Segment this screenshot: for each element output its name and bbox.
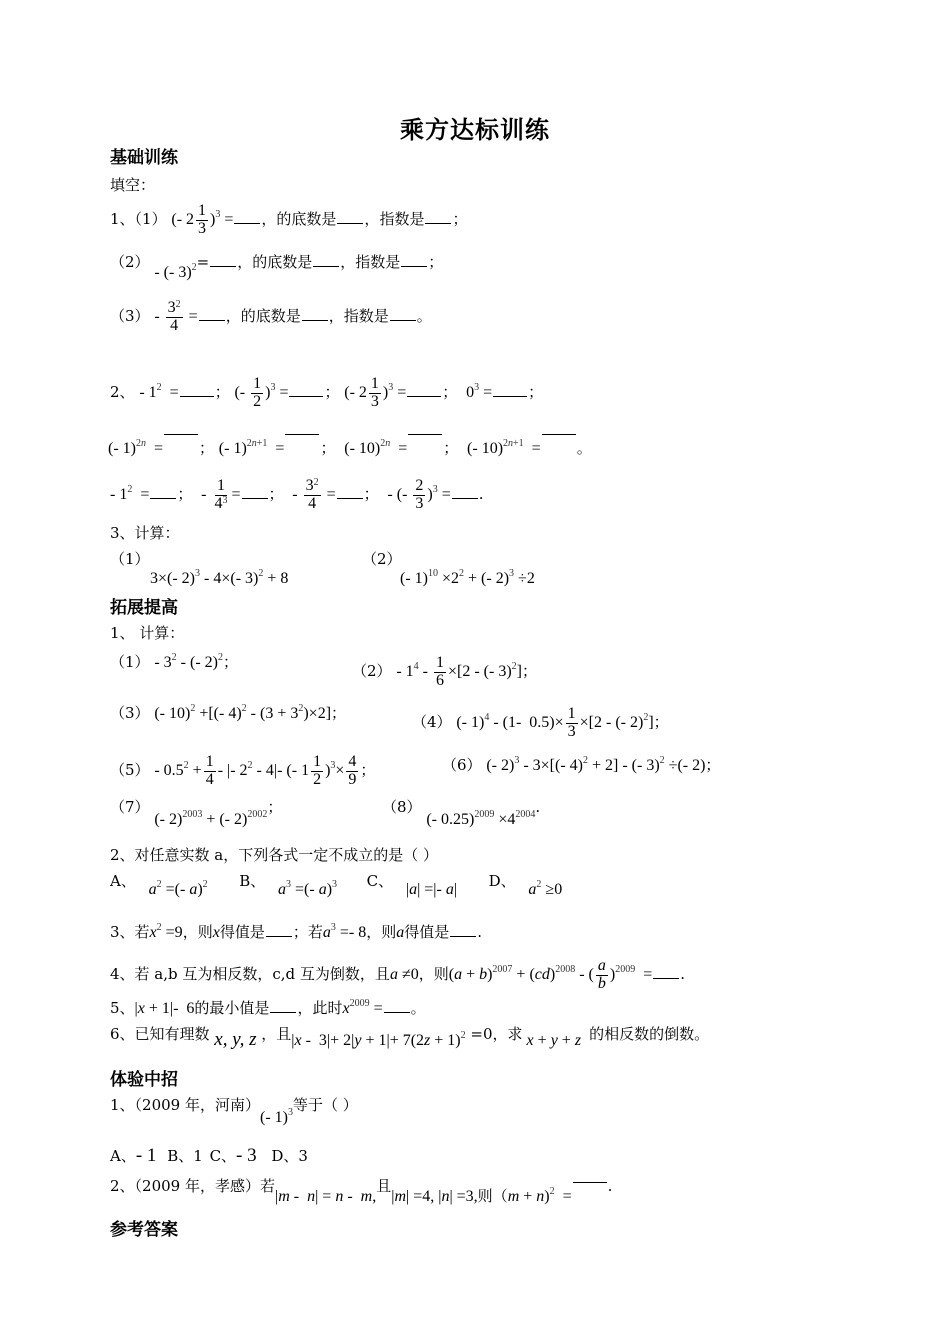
section-experience-heading: 体验中招 [110,1070,178,1090]
answer-blank[interactable] [302,306,328,321]
q3-text: ，则 [366,923,397,941]
basic-q1-3: （3） - $\frac{3^2}{4}$ = ，的底数是 ，指数是 。 [110,299,432,334]
answer-blank[interactable] [289,382,323,397]
exp-q2-text: 2、（2009 年，孝感）若 [110,1177,275,1195]
extend-q1-1: $(1) - 3^2$ - (- 2)$^2$； [110,652,238,671]
extend-q1-label: 1、 计算： [110,624,185,642]
basic-q3-label: 3、计算： [110,524,180,542]
base-label: 的底数是 [276,209,337,228]
q2-prefix: 2、 [110,382,135,401]
q3-1-prefix: （1） [110,550,150,568]
experience-q1: 1、（2009 年，河南）(- 1)$^3$等于（ ） [110,1096,358,1126]
option-b-label: B、1 [167,1147,203,1165]
answer-blank[interactable] [266,922,292,937]
basic-q2-row3: - $1^2$ = ； - $\frac{1}{4^3}$ = ； - $\frac{3^2}{4}$ = ； - (- $\frac{2}{3}$ )$^3$ = . [110,477,484,512]
basic-q3-2: （2） (- $1)^{10} \times 2^2$ + (- 2)$^3$ ÷2 [362,550,535,587]
q3-text: 得值是 [404,923,450,941]
q3-text: 3、若 [110,923,150,941]
base-label: 的底数是 [240,306,301,325]
q3-text: ，则 [182,923,213,941]
exp-q1-text: 1、（2009 年，河南） [110,1096,260,1114]
extend-q2: 2、对任意实数 a，下列各式一定不成立的是（ ） [110,846,439,864]
q6-text: 6、已知有理数 [110,1025,210,1043]
item-label: （7） [110,798,150,816]
extend-q1-3: （3） (- 10)$^2$ +[(- $4)^2 - (3 + 3^2)\times 2$]； [110,703,347,722]
answer-blank[interactable] [180,382,214,397]
exp-q2-text: 且 [376,1177,392,1195]
page-title: 乘方达标训练 [400,115,550,144]
extend-q1-4: （4） (- 1)$^4$ - (1- 0.5)× $\frac{1}{3}$ ×[2 - (- 2)$^2$]； [412,705,669,740]
answer-blank[interactable] [653,964,679,979]
basic-q1-1: 1、（1） (- 2 $\frac{1}{3}$ )$^3$ = ，的底数是 ，指数是 ； [110,202,468,237]
option-d-label: D、 [488,872,516,890]
option-a-label: A、 [110,872,136,890]
answer-blank[interactable] [542,434,576,449]
item-label: （5） [110,760,150,779]
item-label: （2） [352,661,392,680]
answer-blank[interactable] [199,306,225,321]
basic-q3-problems: （1） 3×(- 2)$^3$ - 4×(- 3)$^2$ + 8 [110,550,289,587]
section-basic-heading: 基础训练 [110,148,178,168]
option-c-label: C、 [366,872,394,890]
answer-blank[interactable] [573,1182,607,1197]
answer-blank[interactable] [452,484,478,499]
extend-q2-options: A、 $a^2$ =(- a)$^2$ B、 $a^3$ =(- a)$^3$ C、 |a| =|- a| D、 $a^2 \ge 0$ [110,872,563,898]
exp-q2-text: 则（ [477,1187,508,1205]
extend-q6: 6、已知有理数 x, y, z ，且$|x - 3|+ 2|y + 1|+ 7(2z + 1)^2 =0$，求 x + y + z 的相反数的倒数。 [110,1025,710,1050]
q1-2-prefix: （2） [110,253,150,271]
exponent-label: 指数是 [355,253,401,271]
answer-blank[interactable] [234,209,260,224]
option-a-label: A、 [110,1147,136,1165]
q5-text: ，此时 [297,999,343,1017]
option-b-label: B、 [239,872,266,890]
answer-blank[interactable] [337,209,363,224]
extend-q3: 3、若$x^2 =9$，则x得值是 ；若$a^3 =- 8$，则a得值是 . [110,922,483,941]
answer-blank[interactable] [425,209,451,224]
item-label: （1） [110,653,150,671]
fill-in-label: 填空： [110,176,156,194]
section-answers-heading: 参考答案 [110,1220,178,1240]
experience-q2: 2、（2009 年，孝感）若|m - n| = n - m,且|m| =4, |n| =3,则（m + n)$^2$ =. [110,1177,613,1205]
experience-q1-options: A、- 1 B、1 C、- 3 D、3 [110,1145,308,1166]
q1-3-prefix: （3） [110,306,150,325]
answer-blank[interactable] [337,484,363,499]
answer-blank[interactable] [493,382,527,397]
answer-blank[interactable] [210,252,236,267]
q1-1-prefix: 1、（1） [110,209,167,228]
answer-blank[interactable] [164,434,198,449]
extend-q1-5: $(5) - 0.5^2$ + $\frac{1}{4}$ - |- $2^2 - 4|-$ (- 1 $\frac{1}{2}$ )$^3$× $\frac{4}{9}$ ； [110,753,376,788]
q5-text: 的最小值是 [194,999,270,1017]
answer-blank[interactable] [408,434,442,449]
item-label: （3） [110,704,150,722]
answer-blank[interactable] [242,484,268,499]
exponent-label: 指数是 [343,306,389,325]
base-label: 的底数是 [252,253,313,271]
q5-text: 5、 [110,999,135,1017]
extend-q1-6: （6） (- 2)$^3$ - 3×[(- 4)$^2$ + 2] - (- 3)$^2$ ÷(- 2)； [442,755,721,774]
answer-blank[interactable] [450,922,476,937]
extend-q1-7: （7） (- 2)$^{2003}$ + (- 2)$^{2002}$； [110,798,283,828]
q6-text: 的相反数的倒数。 [589,1025,710,1043]
section-extend-heading: 拓展提高 [110,598,178,618]
option-c-label: C、 [209,1147,237,1165]
q6-text: ，且 [261,1025,292,1043]
q3-text: ；若 [292,923,323,941]
exponent-label: 指数是 [379,209,425,228]
option-d-label: D、3 [271,1147,308,1165]
extend-q1-2: $(2) - 1^4$ - $\frac{1}{6}$ ×[2 - (- 3)$^2$]； [352,654,537,689]
q4-text: 4、若 a,b 互为相反数，c,d 互为倒数，且 [110,964,390,983]
basic-q1-2: （2） - (- 3)$^2$= ，的底数是 ，指数是 ； [110,253,444,281]
q4-text: ，则 [418,964,449,983]
extend-q5: 5、|x + 1|- 6的最小值是 ，此时$x^{2009}$ = 。 [110,998,426,1017]
answer-blank[interactable] [401,252,427,267]
answer-blank[interactable] [407,382,441,397]
basic-q2-row2: (- 1)$^{2n}$ = ； (- 1)$^{2n+1}$ = ； (- 10)$^{2n}$ = ； (- 10)$^{2n+1}$ = 。 [110,434,592,457]
item-label: （4） [412,712,452,731]
answer-blank[interactable] [313,252,339,267]
q6-text: =0，求 [470,1025,523,1043]
exp-q1-text: 等于（ ） [292,1096,358,1114]
extend-q4: 4、若 a,b 互为相反数，c,d 互为倒数，且a ≠0，则$(a + b)^{2007} + (cd)^{2008}$ - ( $\frac{a}{b}$ )$^{2009}$ = . [110,957,686,992]
item-label: （8） [382,798,422,816]
answer-blank[interactable] [285,434,319,449]
answer-blank[interactable] [150,484,176,499]
answer-blank[interactable] [270,998,296,1013]
answer-blank[interactable] [384,998,410,1013]
item-label: （6） [442,756,482,774]
extend-q1-8: （8） (- $0.25)^{2009} \times 4^{2004}$. [382,798,541,828]
q3-2-prefix: （2） [362,550,402,568]
q3-text: 得值是 [219,923,265,941]
basic-q2-row1: 2、 - $1^2$ = ； (- $\frac{1}{2}$ )$^3$ = ； (- 2 $\frac{1}{3}$ )$^3$ = ； $0^3$ = ； [110,375,544,410]
answer-blank[interactable] [390,306,416,321]
